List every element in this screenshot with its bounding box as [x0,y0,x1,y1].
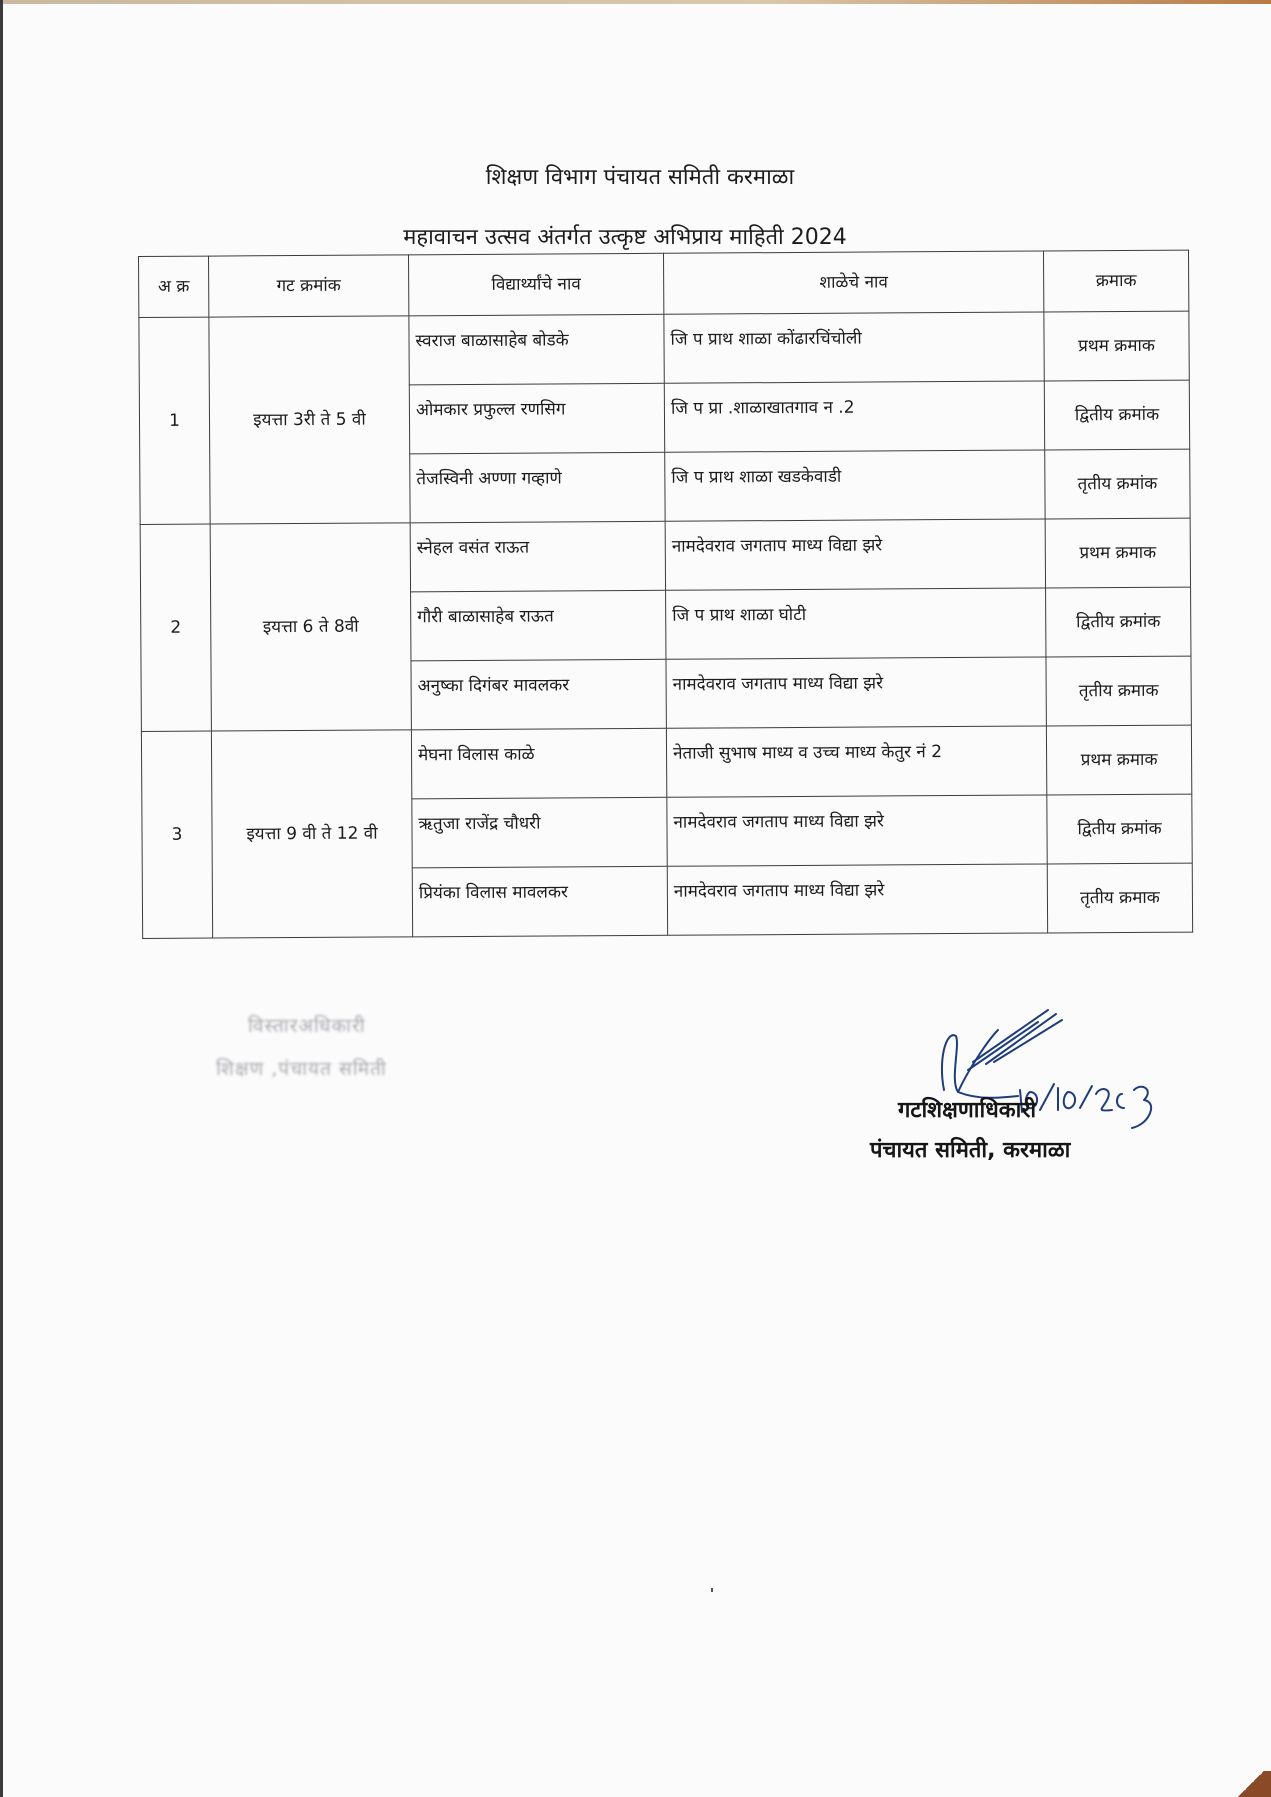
table-row [140,518,1190,593]
group-cell: इयत्ता 3री ते 5 वी [209,316,410,524]
document-office-title: शिक्षण विभाग पंचायत समिती करमाळा [485,165,795,190]
table-row [139,311,1189,386]
serial-number-cell: 2 [140,524,211,731]
rank-cell: द्वितीय क्रमांक [1044,380,1189,450]
school-name-cell: जि प प्रा .शाळाखातगाव न .2 [664,381,1044,452]
school-name-cell: नामदेवराव जगताप माध्य विद्या झरे [666,657,1046,728]
column-header-serial: अ क्र [139,256,209,317]
rank-cell: तृतीय क्रमाक [1047,863,1192,933]
table-header-row [139,250,1189,317]
group-cell: इयत्ता 6 ते 8वी [210,523,411,731]
column-header-rank: क्रमाक [1043,250,1188,312]
rank-cell: द्वितीय क्रमांक [1046,587,1191,657]
student-name-cell: प्रियंका विलास मावलकर [412,866,667,937]
school-name-cell: नेताजी सुभाष माध्य व उच्च माध्य केतुर नं 2 [666,726,1046,797]
signatory-office: पंचायत समिती, करमाळा [870,1138,1071,1163]
column-header-school-name: शाळेचे नाव [663,251,1043,314]
column-header-student-name: विद्यार्थ्यांचे नाव [408,253,663,316]
paper-speck [711,1588,713,1592]
student-name-cell: ऋतुजा राजेंद्र चौधरी [412,797,667,868]
school-name-cell: नामदेवराव जगताप माध्य विद्या झरे [667,795,1047,866]
rank-cell: प्रथम क्रमाक [1045,518,1190,588]
rank-cell: तृतीय क्रमांक [1045,449,1190,519]
group-cell: इयत्ता 9 वी ते 12 वी [211,730,412,938]
student-name-cell: अनुष्का दिगंबर मावलकर [411,659,666,730]
results-table [138,250,1193,939]
table-row [141,725,1191,800]
results-table-container [138,250,1192,939]
paper-edge [0,0,1271,4]
rank-cell: तृतीय क्रमाक [1046,656,1191,726]
signatory-designation: गटशिक्षणाधिकारी [898,1098,1037,1123]
serial-number-cell: 1 [139,317,210,524]
school-name-cell: जि प प्राथ शाळा घोटी [666,588,1046,659]
serial-number-cell: 3 [141,731,212,938]
rank-cell: द्वितीय क्रमांक [1047,794,1192,864]
paper-corner [1231,1771,1271,1797]
show-through-text: विस्तारअधिकारी [248,1015,366,1037]
student-name-cell: स्नेहल वसंत राऊत [410,521,665,592]
school-name-cell: नामदेवराव जगताप माध्य विद्या झरे [665,519,1045,590]
school-name-cell: जि प प्राथ शाळा खडकेवाडी [665,450,1045,521]
student-name-cell: ओमकार प्रफुल्ल रणसिग [409,383,664,454]
student-name-cell: स्वराज बाळासाहेब बोडके [409,314,664,385]
show-through-text: शिक्षण ,पंचायत समिती [216,1058,387,1080]
student-name-cell: मेघना विलास काळे [411,728,666,799]
paper-left-edge [0,0,3,1797]
student-name-cell: तेजस्विनी अण्णा गव्हाणे [410,452,665,523]
rank-cell: प्रथम क्रमाक [1046,725,1191,795]
school-name-cell: जि प प्राथ शाळा कोंढारचिंचोली [664,312,1044,383]
document-main-title: महावाचन उत्सव अंतर्गत उत्कृष्ट अभिप्राय माहिती 2024 [403,225,847,250]
school-name-cell: नामदेवराव जगताप माध्य विद्या झरे [667,864,1047,935]
rank-cell: प्रथम क्रमाक [1044,311,1189,381]
column-header-group: गट क्रमांक [209,255,409,317]
student-name-cell: गौरी बाळासाहेब राऊत [411,590,666,661]
